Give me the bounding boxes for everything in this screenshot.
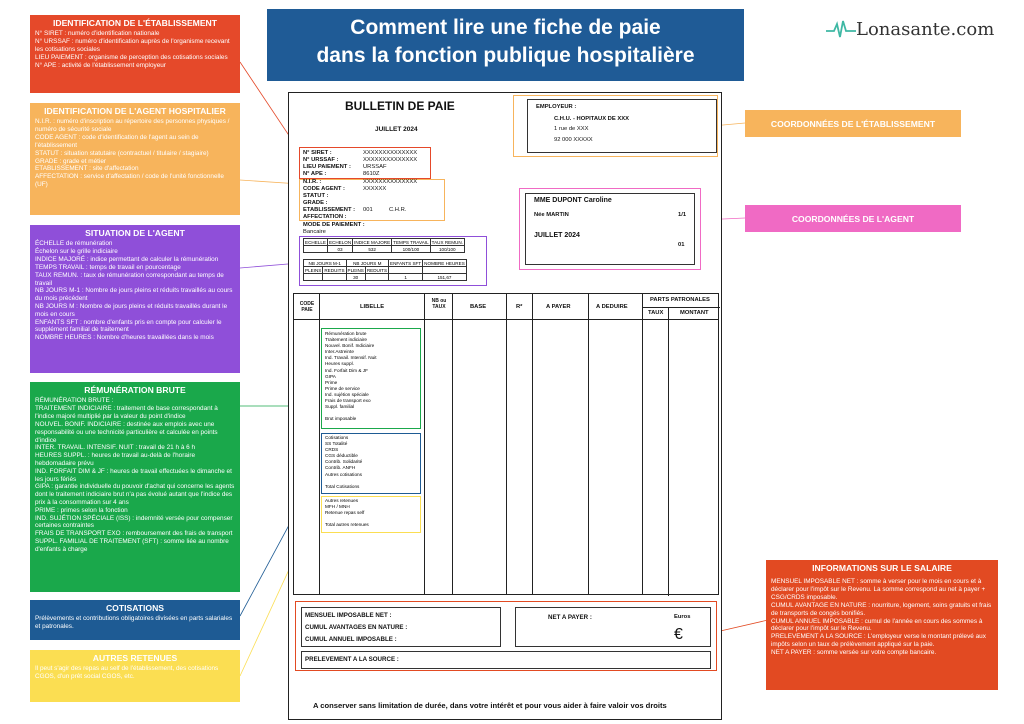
col-divider: [452, 294, 453, 594]
box-remuneration-brute: [30, 382, 240, 592]
agent-month: JUILLET 2024: [534, 232, 580, 239]
net-a-payer-label: NET A PAYER :: [548, 614, 592, 621]
prelevement-block: [301, 651, 711, 669]
jours-header: NOMBRE HEURES: [424, 260, 465, 266]
title-line-2: dans la fonction publique hospitalière: [316, 44, 695, 68]
box-body: RÉMUNÉRATION BRUTE : TRAITEMENT INDICIAIRE : traitement de base correspondant à l'indice majoré multiplié par la valeur du point d'indice NOUVEL. BONIF. INDICIAIRE : destinée aux emplois avec une responsabilité ou une technicité particulière et calculée en points d'indice INTER. TRAVAIL. INTENSIF. NUIT : travail de 21 h à 6 h HEURES SUPPL. : heures de travail au-delà de l'horaire hebdomadaire prévu IND. FORFAIT DIM & JF : heures de travail effectuées le dimanche et les jours fériés GIPA : garantie individuelle du pouvoir d'achat qui concerne les agents dont le traitement indiciaire brut n'a pas évolué autant que l'indice des prix à la consommation sur 4 ans PRIME : primes selon la fonction IND. SUJÉTION SPÉCIALE (ISS) : indemnité versée pour compenser certaines contraintes FRAIS DE TRANSPORT EXO : remboursement des frais de transport SUPPL. FAMILIAL DE TRAITEMENT (SFT) : somme liée au nombre d'enfants à charge: [35, 397, 235, 553]
box-situation-agent: [30, 225, 240, 373]
mode-paiement-label: MODE DE PAIEMENT :: [303, 222, 365, 228]
rem-item: Rémunération brute: [325, 331, 367, 336]
col-r: R*: [516, 304, 523, 310]
sit-value: 100/100: [430, 246, 464, 253]
rem-item: Prime de service: [325, 385, 360, 391]
siret-value: XXXXXXXXXXXXXX: [363, 150, 418, 156]
box-cotisations: [30, 600, 240, 640]
sit-header: ECHELLE: [305, 239, 326, 245]
net-a-payer-block: [515, 607, 711, 647]
jours-sub: [389, 267, 423, 274]
rem-item: Suppl. familial: [325, 404, 355, 410]
nir-label: N.I.R. :: [303, 179, 322, 185]
col-divider: [424, 294, 425, 594]
lieu-label: LIEU PAIEMENT :: [303, 164, 351, 170]
sit-value: 03: [327, 246, 352, 253]
cot-item: CGS déductible: [325, 453, 358, 459]
sit-header: TAUX REMUN.: [431, 239, 463, 245]
ape-label: N° APE :: [303, 171, 327, 177]
rem-item: Inter.Astreinte: [325, 349, 354, 355]
rem-item: Prime: [325, 379, 338, 385]
col-divider: [506, 294, 507, 594]
payslip-title: BULLETIN DE PAIE: [345, 99, 455, 113]
lieu-value: URSSAF: [363, 164, 387, 170]
siret-label: N° SIRET :: [303, 150, 332, 156]
col-divider: [642, 294, 643, 594]
highlight-coordonnees-etablissement: [513, 95, 718, 157]
rem-item: Heures suppl.: [325, 361, 354, 367]
jours-value: 30: [346, 274, 365, 281]
col-taux: TAUX: [648, 310, 664, 316]
ret-item: MFH / MNH: [325, 504, 350, 510]
title-line-1: Comment lire une fiche de paie: [350, 16, 661, 39]
ret-item: Autres retenues: [325, 498, 359, 503]
mensuel-imposable-label: MENSUEL IMPOSABLE NET :: [305, 612, 392, 619]
jours-header: NB JOURS M: [346, 260, 389, 267]
col-parts-patronales: PARTS PATRONALES: [650, 297, 710, 303]
etab-code: 001: [363, 207, 373, 213]
box-title: IDENTIFICATION DE L'ÉTABLISSEMENT: [52, 18, 218, 28]
grade-label: GRADE :: [303, 200, 328, 206]
payslip-month: JUILLET 2024: [375, 126, 418, 133]
col-libelle: LIBELLE: [360, 304, 385, 310]
cotisations-list: [325, 435, 362, 490]
code-agent-value: XXXXXX: [363, 186, 387, 192]
rem-item: Nouvel. Bonif. Indiciaire: [325, 343, 375, 349]
box-coordonnees-agent: COORDONNÉES DE L'AGENT: [745, 205, 961, 232]
col-montant: MONTANT: [680, 310, 709, 316]
box-title: INFORMATIONS SUR LE SALAIRE: [812, 563, 952, 573]
ret-item: Retenue repas self: [325, 510, 365, 516]
statut-label: STATUT :: [303, 193, 329, 199]
jours-value: [365, 274, 388, 281]
box-body: Il peut s'agir des repas au self de l'établissement, des cotisations CGOS, d'un prêt social CGOS, etc.: [35, 665, 219, 681]
box-title: COTISATIONS: [105, 603, 165, 613]
prelevement-label: PRELEVEMENT A LA SOURCE :: [305, 656, 399, 663]
employer-name: C.H.U. - HOPITAUX DE XXX: [554, 116, 629, 122]
sit-header: INDICE MAJORE: [354, 239, 391, 245]
box-title: SITUATION DE L'AGENT: [85, 228, 185, 238]
etab-name: C.H.R.: [389, 207, 407, 213]
ret-item: Total autres retenues: [325, 522, 369, 528]
jours-sub: REDUITS: [324, 267, 345, 273]
nir-value: XXXXXXXXXXXXXX: [363, 179, 418, 185]
col-a-deduire: A DEDUIRE: [596, 304, 628, 310]
col-divider: [319, 294, 320, 594]
cot-item: Contrib. ANFH: [325, 465, 356, 471]
remuneration-list: [325, 331, 377, 422]
urssaf-value: XXXXXXXXXXXXXX: [363, 157, 418, 163]
jours-value: [323, 274, 346, 281]
cot-item: SS Totalité: [325, 441, 348, 447]
box-title: AUTRES RETENUES: [92, 653, 178, 663]
rem-item: GIPA: [325, 373, 336, 379]
col-divider: [588, 294, 589, 594]
box-informations-salaire: [766, 560, 998, 690]
col-divider: [642, 307, 720, 308]
jours-sub: REDUITS: [366, 267, 388, 273]
col-nb-taux: NB ou TAUX: [431, 298, 447, 310]
cumul-annuel-label: CUMUL ANNUEL IMPOSABLE :: [305, 636, 397, 643]
urssaf-label: N° URSSAF :: [303, 157, 339, 163]
jours-value: 1: [389, 274, 423, 281]
col-divider: [668, 307, 669, 596]
rem-item: Frais de transport exo: [325, 398, 371, 404]
box-body: N.I.R. : numéro d'inscription au répertoire des personnes physiques / numéro de sécurité sociale CODE AGENT : code d'identification de l'agent au sein de l'établissement STATUT : situation statutaire (contractuel / titulaire / stagiaire) GRADE : grade et métier ETABLISSEMENT : site d'affectation AFFECTATION : service d'affectation / code de l'unité fonctionnelle (UF): [35, 118, 230, 188]
sit-header: ECHELON: [328, 239, 352, 245]
situation-table: [303, 238, 465, 253]
col-divider: [532, 294, 533, 594]
rem-item: Traitement indiciaire: [325, 337, 368, 343]
box-identification-etablissement: [30, 15, 240, 93]
jours-value: 151,67: [423, 274, 467, 281]
cot-item: Total Cotisations: [325, 483, 360, 489]
payslip-document: [288, 92, 722, 720]
employer-address: 1 rue de XXX: [554, 126, 589, 132]
cot-item: Contrib. Solidarité: [325, 459, 363, 465]
jours-sub: [423, 267, 467, 274]
cot-item: CRDS: [325, 447, 339, 453]
sit-header: TEMPS TRAVAIL: [393, 239, 429, 245]
euro-sign: €: [674, 626, 683, 643]
box-body: N° SIRET : numéro d'identification nationale N° URSSAF : numéro d'identification auprès de l'organisme recevant les cotisations sociales LIEU PAIEMENT : organisme de perception des cotisations sociales N° APE : activité de l'établissement employeur: [35, 30, 230, 69]
rem-item: Brut imposable: [325, 416, 357, 422]
box-coordonnees-etablissement: COORDONNÉES DE L'ÉTABLISSEMENT: [745, 110, 961, 137]
jours-header: NB JOURS M-1: [304, 260, 347, 267]
rem-item: Ind. Travail. Intensif. Nuit: [325, 355, 377, 361]
euros-label: Euros: [674, 614, 691, 620]
retenues-list: [325, 498, 369, 528]
jours-header: ENFANTS SFT: [390, 260, 422, 266]
agent-nee: Née MARTIN: [534, 212, 569, 218]
sit-value: 100/100: [392, 246, 430, 253]
col-base: BASE: [470, 304, 487, 310]
agent-page: 1/1: [678, 212, 687, 218]
cot-item: Cotisations: [325, 435, 349, 440]
cot-item: Autres cotisations: [325, 471, 362, 477]
cumul-avantages-label: CUMUL AVANTAGES EN NATURE :: [305, 624, 408, 631]
employer-label: EMPLOYEUR :: [536, 104, 577, 110]
agent-name: MME DUPONT Caroline: [534, 197, 612, 204]
box-body: MENSUEL IMPOSABLE NET : somme à verser pour le mois en cours et à déclarer pour l'impôt sur le Revenu. La somme correspond au net à payer + CSG/CRDS imposable. CUMUL AVANTAGE EN NATURE : nourriture, logement, soins gratuits et frais de transports de congés bonifiés. CUMUL ANNUEL IMPOSABLE : cumul de l'année en cours des sommes à déclarer pour l'impôt sur le Revenu. PRELEVEMENT A LA SOURCE : L'employeur verse le montant prélevé aux impôts selon un taux de prélèvement appliqué sur la paie. NET A PAYER : somme versée sur votre compte bancaire.: [771, 578, 992, 656]
jours-value: [304, 274, 323, 281]
agent-code: 01: [678, 242, 685, 248]
jours-sub: PLEINS: [305, 267, 322, 273]
col-a-payer: A PAYER: [546, 304, 571, 310]
sit-value: [304, 246, 328, 253]
affectation-label: AFFECTATION :: [303, 214, 347, 220]
payslip-footer: A conserver sans limitation de durée, dans votre intérêt et pour vous aider à faire valoir vos droits: [313, 701, 667, 710]
box-body: Prélèvements et contributions obligatoires divisées en parts salariales et patronales.: [35, 615, 233, 631]
mode-paiement-value: Bancaire: [303, 229, 326, 235]
box-title: IDENTIFICATION DE L'AGENT HOSPITALIER: [44, 106, 226, 116]
ape-value: 8610Z: [363, 171, 380, 177]
jours-sub: PLEINS: [347, 267, 364, 273]
col-code-paie: CODE PAIE: [299, 301, 315, 313]
logo-text: Lonasante.com: [856, 18, 995, 40]
etab-label: ETABLISSEMENT :: [303, 207, 356, 213]
rem-item: Ind. sujétion spéciale: [325, 391, 369, 397]
box-title: RÉMUNÉRATION BRUTE: [84, 385, 186, 395]
employer-zip: 92 000 XXXXX: [554, 137, 593, 143]
agent-block: [525, 193, 695, 265]
jours-table: [303, 259, 467, 281]
payslip-main-table: [293, 293, 719, 595]
imposable-block: [301, 607, 501, 647]
box-identification-agent: [30, 103, 240, 215]
box-autres-retenues: [30, 650, 240, 702]
box-body: ÉCHELLE de rémunération Échelon sur le grille indiciaire INDICE MAJORÉ : indice permettant de calculer la rémunération TEMPS TRAVAIL : temps de travail en pourcentage TAUX REMUN. : taux de rémunération correspondant au temps de travail NB JOURS M-1 : Nombre de jours pleins et réduits travaillés au cours du mois précédent NB JOURS M : Nombre de jours pleins et réduits travaillés durant le mois en cours ENFANTS SFT : nombre d'enfants pris en compte pour calculer le supplément familial de traitement NOMBRE HEURES : Nombre d'heures travaillées dans le mois: [35, 240, 233, 342]
code-agent-label: CODE AGENT :: [303, 186, 345, 192]
sit-value: 532: [353, 246, 392, 253]
rem-item: Ind. Forfait Dim & JF: [325, 367, 368, 373]
